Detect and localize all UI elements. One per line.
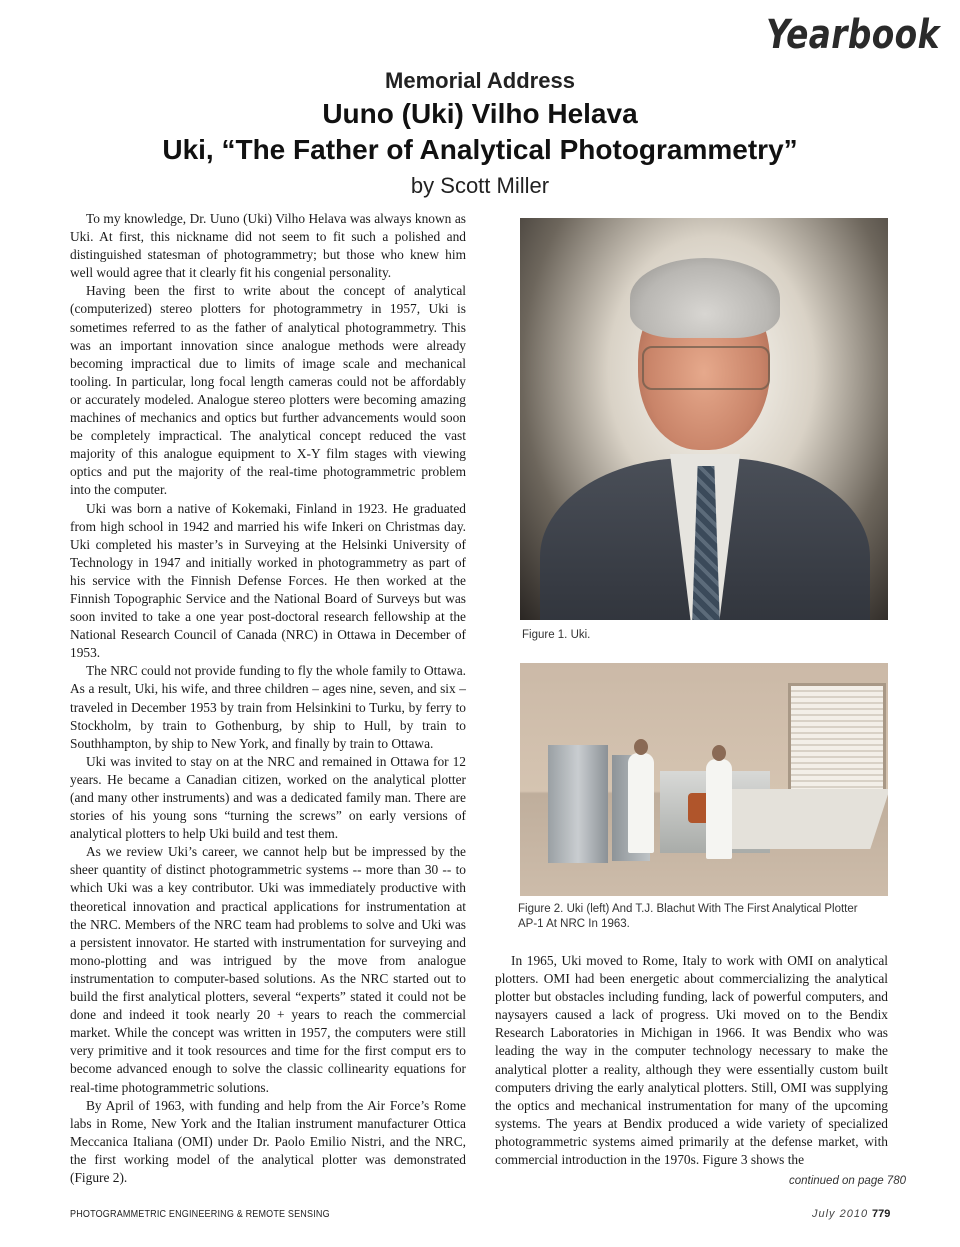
footer-date: July 2010 [812, 1208, 869, 1220]
paragraph: The NRC could not provide funding to fly the whole family to Ottawa. As a result, Uki, his wife, and three children – ages nine, seven, and six – traveled in December 1953 by train from Helsinkini to Turku, by ferry to Stockholm, by train to Gothenburg, by ship to Hull, by train to Southhampton, by ship to New York, and finally by train to Ottawa. [70, 663, 466, 751]
lab-person-right-head [712, 745, 726, 761]
paragraph: To my knowledge, Dr. Uuno (Uki) Vilho Helava was always known as Uki. At first, this nickname did not seem to fit such a polished and distinguished statesman of photogrammetry; but those who knew him well would agree that it clearly fit his congenial personality. [70, 211, 466, 281]
lab-plotting-table [710, 789, 888, 849]
figure2-caption: Figure 2. Uki (left) And T.J. Blachut With The First Analytical Plotter AP-1 At NRC In 1963. [518, 903, 858, 930]
figure2-lab-photo [520, 663, 888, 896]
footer-page-number: 779 [872, 1208, 891, 1220]
figure1-caption: Figure 1. Uki. [522, 629, 591, 641]
right-column [495, 952, 888, 1169]
paragraph: Uki was born a native of Kokemaki, Finland in 1923. He graduated from high school in 1942 and married his wife Inkeri on Christmas day. Uki completed his master’s in Surveying at the Helsinki University of Technology in 1947 and initially worked in photogrammetry as part of his service with the Finnish Defense Forces. He then worked at the Finnish Topographic Service and the National Board of Surveys but was soon invited to take a one year post-doctoral research fellowship at the National Research Council of Canada (NRC) in Ottawa in December of 1953. [70, 500, 466, 661]
lab-person-right [706, 759, 732, 859]
continued-note: continued on page 780 [788, 1175, 906, 1187]
article-title-line1: Uuno (Uki) Vilho Helava [322, 98, 638, 129]
figure1-portrait-photo [520, 218, 888, 620]
lab-person-left [628, 753, 654, 853]
article-kicker: Memorial Address [385, 68, 575, 93]
footer-journal: PHOTOGRAMMETRIC ENGINEERING & REMOTE SENSING [70, 1208, 330, 1220]
paragraph: Uki was invited to stay on at the NRC and remained in Ottawa for 12 years. He became a Canadian citizen, worked on the analytical plotter (and many other instruments) and was a dedicated family man. There are stories of his young sons “turning the screws” on early versions of analytical plotters to help Uki build and test them. [70, 753, 466, 842]
article-header [0, 66, 960, 200]
section-tag: Yearbook [766, 12, 940, 58]
lab-equipment-cabinet [548, 745, 608, 863]
lab-person-left-head [634, 739, 648, 755]
lab-window [788, 683, 886, 797]
paragraph: In 1965, Uki moved to Rome, Italy to work with OMI on analytical plotters. OMI had been energetic about commercializing the analytical plotter but obstacles including funding, lack of powerful computers, and naysayers caused a lack of progress. Uki moved on to the Bendix Research Laboratories in Michigan in 1966. It was Bendix who was leading the way in the computer technology necessary to make the analytical plotter a reality, although they were essentially custom built computers driving the early analytical plotters. Still, OMI was supplying the optics and mechanical instrumentation for many of the upcoming systems. The years at Bendix produced a wide variety of specialized photogrammetric systems aimed primarily at the defense market, with commercial introduction in the 1970s. Figure 3 shows the [495, 953, 888, 1168]
paragraph: By April of 1963, with funding and help from the Air Force’s Rome labs in Rome, New York and the Italian instrument manufacturer Ottica Meccanica Italiana (OMI) under Dr. Paolo Emilio Nistri, and the NRC, the first working model of the analytical plotter was demonstrated (Figure 2). [70, 1097, 466, 1185]
article-byline: by Scott Miller [410, 173, 550, 198]
portrait-hair [630, 258, 780, 338]
paragraph: Having been the first to write about the concept of analytical (computerized) stereo plotters for photogrammetry in 1957, Uki is sometimes referred to as the father of analytical photogrammetry. This was an important innovation since analogue methods were already becoming impractical due to limits of image scale and mechanical tooling. In particular, long focal length cameras could not be affordably or accurately modeled. Analogue stereo plotters were becoming amazing machines of mechanics and optics but further advancements would soon be completely impractical. The analytical concept reduced the vast majority of this analogue equipment to X-Y film stages with viewing optics and put the majority of the real-time photogrammetric problem into the computer. [70, 283, 466, 498]
paragraph: As we review Uki’s career, we cannot help but be impressed by the sheer quantity of distinct photogrammetric systems -- more than 30 -- to which Uki was a key contributor. Uki was immediately productive with theoretical innovation and practical applications for instrumentation at the NRC. Members of the NRC team had problems to solve and Uki was a persistent innovator. He started with instrumentation for surveying and mono-plotting and was intrigued by the move from analogue instrumentation to computer-based solutions. As the NRC started out to build the first analytical plotters, several “experts” stated it could not be done and indeed it took nearly 20 + years to reach the commercial market. While the concept was written in 1957, the computers were still very primitive and it took resources and time for the first comput ers to become advanced enough to solve the classic collinearity equations for real-time photogrammetric solutions. [70, 844, 466, 1095]
portrait-glasses [642, 346, 770, 390]
left-column [70, 210, 466, 1187]
article-title-line2: Uki, “The Father of Analytical Photogrammetry” [162, 134, 798, 165]
